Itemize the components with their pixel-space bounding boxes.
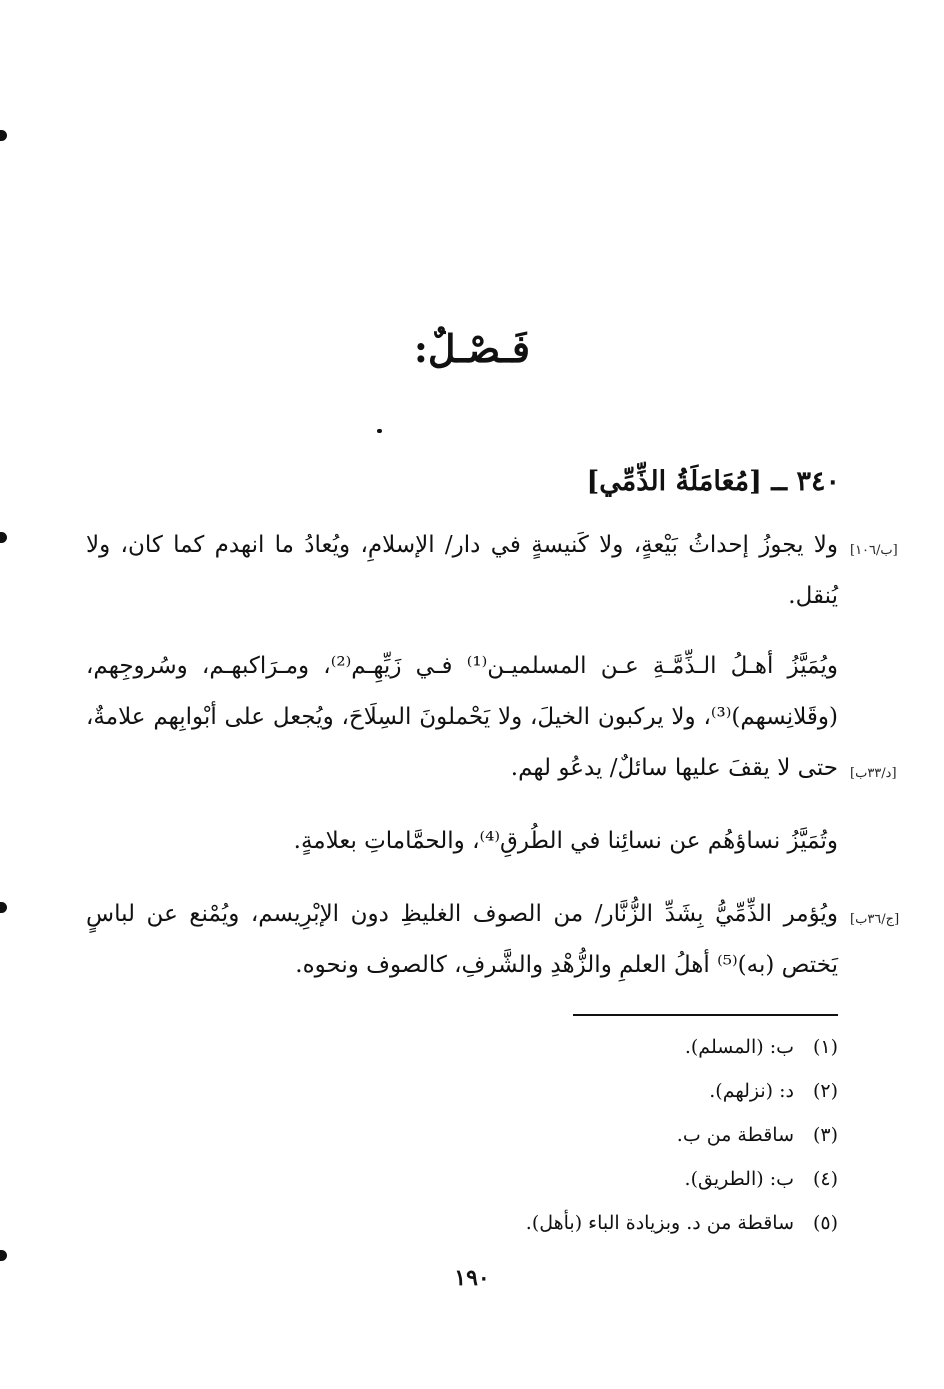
footnote-number: (٤) <box>812 1168 838 1190</box>
scan-edge-mark <box>0 130 7 141</box>
footnote-separator <box>573 1014 838 1016</box>
footnote <box>138 1069 838 1113</box>
footnote-text: ب: (المسلم). <box>684 1036 794 1058</box>
paragraph-1 <box>86 520 838 622</box>
footnote <box>138 1201 838 1245</box>
footnote-text: ساقطة من د. وبزيادة الباء (بأهل). <box>525 1212 794 1234</box>
paragraph-3 <box>86 816 838 867</box>
paragraph-2 <box>86 641 838 794</box>
footnote <box>138 1113 838 1157</box>
footnote-text: ب: (الطريق). <box>684 1168 794 1190</box>
footnote <box>138 1157 838 1201</box>
footnote <box>138 1025 838 1069</box>
paragraph-text: ويُؤمر الذِّمِّيُّ بِشَدِّ الزُّنَّار/ من الصوف الغليظِ دون الإبْرِيسم، ويُمْنع عن لباسٍ يَختص (به)⁽⁵⁾ أهلُ العلمِ والزُّهْدِ والشَّرفِ، كالصوف ونحوه. <box>86 901 838 978</box>
article-heading: ٣٤٠ ــ [مُعَامَلَةُ الذِّمِّي] <box>586 466 840 497</box>
ink-dot <box>377 429 382 433</box>
scan-edge-mark <box>0 1250 7 1261</box>
footnote-number: (٣) <box>812 1124 838 1146</box>
paragraph-text: ويُمَيَّزُ أهـلُ الـذِّمَّـةِ عـن المسلميـن⁽¹⁾ فـي زَيِّهِـم⁽²⁾، ومـرَاكبهـم، وسُروجِهم، (وقَلانِسهم)⁽³⁾، ولا يركبون الخيلَ، ولا يَحْملونَ السِلَاحَ، ويُجعل على أبْوابِهم علامةٌ، حتى لا يقفَ عليها سائلٌ/ يدعُو لهم. <box>86 653 838 781</box>
footnote-text: د: (نزلهم). <box>709 1080 794 1102</box>
footnote-number: (٢) <box>812 1080 838 1102</box>
footnotes <box>138 1025 838 1245</box>
paragraph-4 <box>86 889 838 991</box>
paragraph-text: وتُمَيَّزُ نساؤهُم عن نسائِنا في الطُرقِ⁽⁴⁾، والحمَّاماتِ بعلامةٍ. <box>293 828 838 854</box>
footnote-number: (١) <box>812 1036 838 1058</box>
footnote-number: (٥) <box>812 1212 838 1234</box>
paragraph-text: ولا يجوزُ إحداثُ بَيْعةٍ، ولا كَنيسةٍ في دار/ الإسلامِ، ويُعادُ ما انهدم كما كان، ولا يُنقل. <box>86 532 838 609</box>
margin-reference: [ج/٣٦ب] <box>850 912 900 927</box>
scan-edge-mark <box>0 902 7 913</box>
footnote-text: ساقطة من ب. <box>676 1124 794 1146</box>
page-number: ١٩٠ <box>454 1265 490 1291</box>
margin-reference: [د/٣٣ب] <box>850 766 897 781</box>
scan-edge-mark <box>0 532 7 543</box>
section-title: فَـصْـلٌ: <box>413 326 531 371</box>
margin-reference: [ب/١٠٦] <box>850 543 898 558</box>
